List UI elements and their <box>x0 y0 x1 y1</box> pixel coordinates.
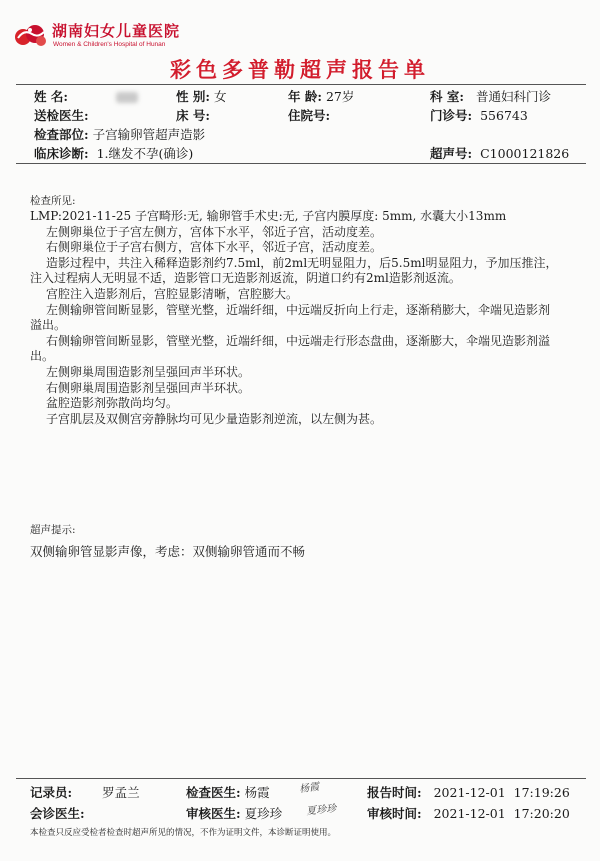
age-field <box>288 87 354 105</box>
clinical-diagnosis-value: 1.继发不孕(确诊) <box>96 146 194 161</box>
finding-paragraph: 右侧输卵管间断显影，管壁光整，近端纤细，中远端走行形态盘曲，逐渐膨大，伞端见造影剂溢出。 <box>30 333 551 364</box>
finding-paragraph: 左侧卵巢位于子宫左侧方，宫体下水平，邻近子宫，活动度差。 <box>46 224 383 239</box>
inpatient-no-field <box>288 106 330 124</box>
review-time-value: 2021-12-01 17:20:20 <box>433 806 570 821</box>
header-divider <box>16 84 586 85</box>
hospital-logo-icon <box>14 22 48 48</box>
exam-site-label: 检查部位: <box>34 127 89 142</box>
reviewer-field <box>186 804 282 822</box>
department-value: 普通妇科门诊 <box>475 89 551 104</box>
finding-paragraph: 造影过程中，共注入稀释造影剂约7.5ml，前2ml无明显阻力，后5.5ml明显阻力，予加压推注，注入过程病人无明显不适，造影管口无造影剂返流，阴道口约有2ml造影剂返流。 <box>30 255 558 286</box>
disclaimer: 本检查只反应受检者检查时超声所见的情况，不作为证明文件，本诊断证明使用。 <box>30 828 337 838</box>
ultrasound-no-value: C1000121826 <box>480 146 570 161</box>
hospital-name-en: Women & Children's Hospital of Hunan <box>53 41 166 48</box>
report-time-value: 2021-12-01 17:19:26 <box>433 785 570 800</box>
age-value: 27岁 <box>325 89 355 104</box>
exam-doctor-signature: 杨霞 <box>298 781 320 796</box>
report-time-field <box>367 783 570 801</box>
consult-doctor-label: 会诊医生: <box>30 806 85 821</box>
inpatient-no-label: 住院号: <box>288 108 331 123</box>
patient-name-label: 姓 名: <box>34 89 68 104</box>
finding-paragraph: 左侧输卵管间断显影，管壁光整，近端纤细，中远端反折向上行走，逐渐稍膨大，伞端见造影剂溢出。 <box>30 302 551 333</box>
footer-divider <box>16 778 586 779</box>
clinical-diagnosis-label: 临床诊断: <box>34 146 89 161</box>
outpatient-no-field <box>430 106 528 124</box>
impression-title: 超声提示: <box>30 524 76 536</box>
findings-title: 检查所见: <box>30 195 76 207</box>
department-field <box>430 87 551 105</box>
patient-name-redacted <box>116 92 138 103</box>
exam-site-field <box>34 125 205 143</box>
recorder-value: 罗孟兰 <box>102 785 140 800</box>
finding-paragraph: LMP:2021-11-25 子宫畸形:无, 输卵管手术史:无, 子宫内膜厚度: 5mm, 水囊大小13mm <box>30 209 507 223</box>
review-time-field <box>367 804 570 822</box>
ultrasound-no-label: 超声号: <box>430 146 473 161</box>
recorder-field <box>30 783 140 801</box>
hospital-name: 湖南妇女儿童医院 <box>52 22 181 40</box>
exam-doctor-value: 杨霞 <box>244 785 270 800</box>
outpatient-no-label: 门诊号: <box>430 108 473 123</box>
bed-field <box>176 106 210 124</box>
findings-body <box>30 209 560 427</box>
consult-doctor-field <box>30 804 85 822</box>
gender-label: 性 别: <box>176 89 210 104</box>
report-title: 彩色多普勒超声报告单 <box>170 57 430 82</box>
finding-paragraph: 子宫肌层及双侧宫旁静脉均可见少量造影剂逆流，以左侧为甚。 <box>46 411 383 426</box>
finding-paragraph: 盆腔造影剂弥散尚均匀。 <box>46 396 179 411</box>
finding-paragraph: 右侧卵巢周围造影剂呈强回声半环状。 <box>46 380 251 395</box>
exam-doctor-label: 检查医生: <box>186 785 241 800</box>
age-label: 年 龄: <box>288 89 322 104</box>
info-divider <box>16 163 586 164</box>
referring-doctor-label: 送检医生: <box>34 108 89 123</box>
bed-label: 床 号: <box>176 108 210 123</box>
finding-paragraph: 宫腔注入造影剂后，宫腔显影清晰，宫腔膨大。 <box>46 286 299 301</box>
department-label: 科 室: <box>430 89 464 104</box>
clinical-diagnosis-field <box>34 144 193 162</box>
impression-text: 双侧输卵管显影声像，考虑：双侧输卵管通而不畅 <box>30 544 306 559</box>
reviewer-label: 审核医生: <box>186 806 241 821</box>
reviewer-value: 夏珍珍 <box>244 806 283 821</box>
gender-value: 女 <box>213 89 227 104</box>
recorder-label: 记录员: <box>30 785 73 800</box>
patient-name-field <box>34 87 138 105</box>
exam-doctor-field <box>186 783 270 801</box>
referring-doctor-field <box>34 106 89 124</box>
review-time-label: 审核时间: <box>367 806 422 821</box>
gender-field <box>176 87 226 105</box>
ultrasound-no-field <box>430 144 569 162</box>
reviewer-signature: 夏珍珍 <box>305 803 337 818</box>
finding-paragraph: 左侧卵巢周围造影剂呈强回声半环状。 <box>46 364 251 379</box>
report-time-label: 报告时间: <box>367 785 422 800</box>
exam-site-value: 子宫输卵管超声造影 <box>92 127 206 142</box>
outpatient-no-value: 556743 <box>480 108 528 123</box>
finding-paragraph: 右侧卵巢位于子宫右侧方，宫体下水平，邻近子宫，活动度差。 <box>46 240 383 255</box>
